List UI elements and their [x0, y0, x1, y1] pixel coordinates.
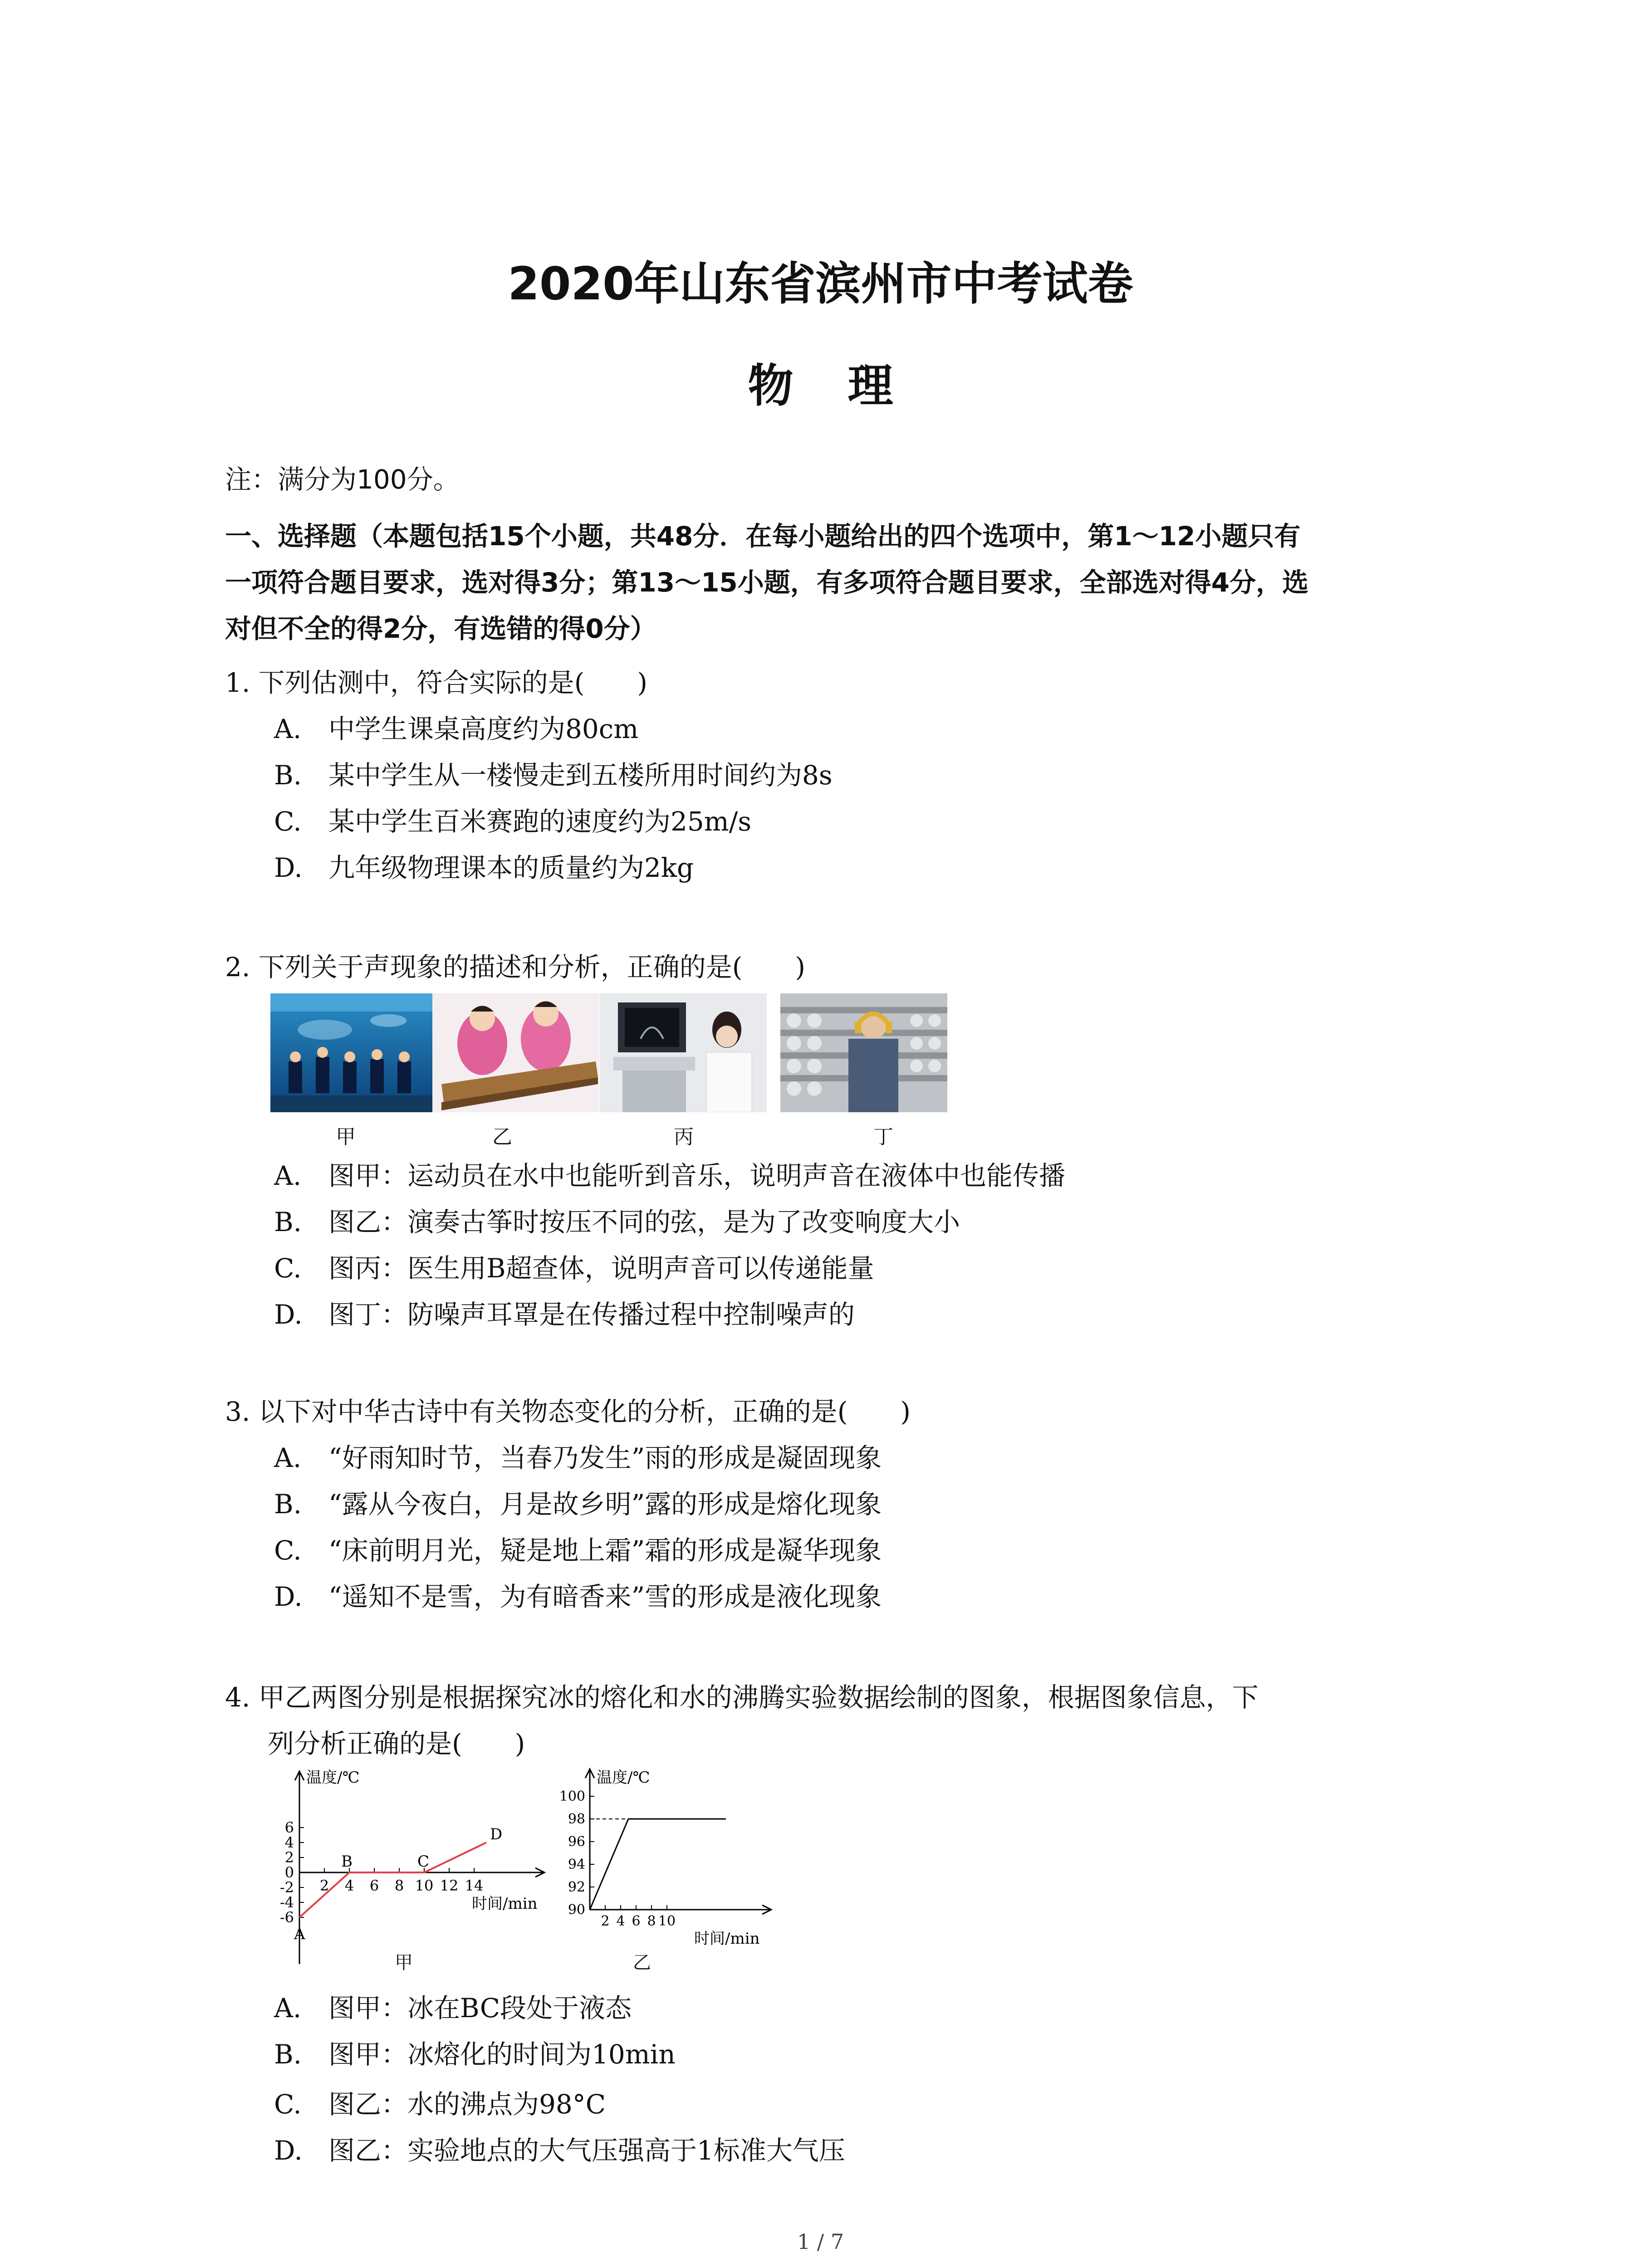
option-label: C. — [274, 1253, 302, 1284]
option-text: “好雨知时节，当春乃发生”雨的形成是凝固现象 — [328, 1442, 882, 1473]
option-label: B. — [274, 760, 302, 791]
q4-stem-line-1: 4. 甲乙两图分别是根据探究冰的熔化和水的沸腾实验数据绘制的图象，根据图象信息，下 — [225, 1682, 1259, 1713]
option-label: D. — [274, 1581, 303, 1612]
option-label: B. — [274, 2039, 302, 2070]
point-b-label: B — [341, 1853, 353, 1871]
y-tick-2: 2 — [284, 1849, 294, 1866]
q3-stem: 3. 以下对中华古诗中有关物态变化的分析，正确的是( ) — [225, 1396, 911, 1427]
option-label: C. — [274, 2089, 302, 2120]
y-tick-0: 0 — [284, 1864, 294, 1881]
option-text: 中学生课桌高度约为80cm — [328, 714, 639, 744]
y-tick-96: 96 — [568, 1834, 585, 1850]
page-title: 2020年山东省滨州市中考试卷 — [508, 257, 1133, 310]
x-tick-6: 6 — [369, 1877, 379, 1894]
photo-yi-guzheng — [432, 993, 599, 1112]
option-text: 某中学生从一楼慢走到五楼所用时间约为8s — [328, 760, 833, 791]
y-tick-neg4: -4 — [279, 1894, 294, 1911]
option-text: 图甲：运动员在水中也能听到音乐，说明声音在液体中也能传播 — [328, 1160, 1066, 1191]
option-text: “床前明月光，疑是地上霜”霜的形成是凝华现象 — [328, 1535, 882, 1566]
y-tick-neg2: -2 — [279, 1879, 294, 1896]
option-label: D. — [274, 1299, 303, 1330]
y-tick-98: 98 — [568, 1811, 585, 1827]
option-label: B. — [274, 1207, 302, 1237]
option-label: A. — [274, 714, 302, 744]
q3-option-d — [274, 1575, 882, 1613]
x-tick-14: 14 — [465, 1877, 484, 1894]
option-label: C. — [274, 1535, 302, 1566]
q2-stem: 2. 下列关于声现象的描述和分析，正确的是( ) — [225, 952, 806, 982]
q2-option-a — [274, 1154, 1065, 1193]
y-tick-92: 92 — [568, 1879, 585, 1895]
x-tick-10: 10 — [415, 1877, 434, 1894]
x-tick-4: 4 — [344, 1877, 354, 1894]
y-tick-100: 100 — [559, 1789, 585, 1804]
point-a-label: A — [294, 1925, 305, 1943]
x-axis-label: 时间/min — [694, 1930, 760, 1948]
q3-option-a — [274, 1437, 882, 1475]
boiling-curve — [590, 1819, 726, 1910]
section-heading-line-2: 一项符合题目要求，选对得3分；第13～15小题，有多项符合题目要求，全部选对得4分，选 — [225, 567, 1309, 598]
graph-jia — [245, 1765, 563, 1978]
x-tick-8: 8 — [647, 1913, 656, 1929]
option-text: 图甲：冰熔化的时间为10min — [328, 2039, 676, 2070]
photo-ding-factory — [780, 993, 947, 1112]
q4-option-b — [274, 2033, 676, 2071]
q1-option-b — [274, 754, 833, 792]
option-text: “遥知不是雪，为有暗香来”雪的形成是液化现象 — [328, 1581, 882, 1612]
q2-option-b — [274, 1201, 960, 1239]
option-label: D. — [274, 852, 303, 883]
graph-caption-yi: 乙 — [633, 1952, 651, 1973]
option-label: B. — [274, 1489, 302, 1520]
x-tick-6: 6 — [632, 1913, 641, 1929]
x-tick-2: 2 — [319, 1877, 329, 1894]
photo-jia-underwater — [270, 993, 437, 1112]
q1-option-c — [274, 800, 751, 838]
subject-title: 物理 — [748, 359, 948, 412]
option-text: 图乙：水的沸点为98°C — [328, 2089, 606, 2120]
option-text: 图甲：冰在BC段处于液态 — [328, 1993, 632, 2024]
graph-yi — [544, 1760, 789, 1950]
option-text: 图乙：实验地点的大气压强高于1标准大气压 — [328, 2135, 845, 2166]
option-text: 九年级物理课本的质量约为2kg — [328, 852, 694, 883]
x-axis-label: 时间/min — [472, 1895, 538, 1913]
y-tick-6: 6 — [284, 1819, 294, 1836]
q4-stem-line-2: 列分析正确的是( ) — [268, 1728, 525, 1759]
photo-caption-jia: 甲 — [336, 1125, 356, 1149]
photo-caption-yi: 乙 — [492, 1125, 512, 1149]
graph-caption-jia: 甲 — [395, 1952, 413, 1973]
option-text: 图丙：医生用B超查体，说明声音可以传递能量 — [328, 1253, 874, 1284]
photo-caption-ding: 丁 — [873, 1125, 893, 1149]
q3-option-b — [274, 1483, 882, 1521]
q4-option-c — [274, 2083, 606, 2121]
option-label: A. — [274, 1993, 302, 2024]
x-tick-12: 12 — [440, 1877, 459, 1894]
option-text: 图丁：防噪声耳罩是在传播过程中控制噪声的 — [328, 1299, 855, 1330]
q2-option-d — [274, 1293, 855, 1331]
q1-option-a — [274, 708, 638, 746]
option-label: A. — [274, 1160, 302, 1191]
q1-option-d — [274, 846, 694, 885]
y-axis-label: 温度/℃ — [306, 1769, 360, 1787]
option-label: C. — [274, 806, 302, 837]
q4-option-d — [274, 2129, 845, 2167]
photo-bing-ultrasound — [600, 993, 767, 1112]
section-heading-line-3: 对但不全的得2分，有选错的得0分） — [225, 613, 656, 644]
x-tick-4: 4 — [616, 1913, 625, 1929]
x-tick-2: 2 — [601, 1913, 610, 1929]
section-heading-line-1: 一、选择题（本题包括15个小题，共48分．在每小题给出的四个选项中，第1～12小题只有 — [225, 521, 1301, 552]
photo-caption-bing: 丙 — [674, 1125, 694, 1149]
point-c-label: C — [417, 1853, 430, 1871]
q4-option-a — [274, 1987, 632, 2025]
y-tick-4: 4 — [284, 1834, 294, 1851]
q1-stem: 1. 下列估测中，符合实际的是( ) — [225, 667, 648, 698]
option-text: 图乙：演奏古筝时按压不同的弦，是为了改变响度大小 — [328, 1207, 960, 1237]
score-note: 注：满分为100分。 — [225, 464, 460, 495]
x-tick-8: 8 — [394, 1877, 404, 1894]
y-tick-neg6: -6 — [279, 1909, 294, 1926]
y-axis-label: 温度/℃ — [597, 1769, 650, 1787]
option-text: “露从今夜白，月是故乡明”露的形成是熔化现象 — [328, 1489, 882, 1520]
y-tick-94: 94 — [568, 1857, 585, 1872]
q2-option-c — [274, 1247, 874, 1285]
y-tick-90: 90 — [568, 1902, 585, 1918]
option-label: D. — [274, 2135, 303, 2166]
q3-option-c — [274, 1529, 882, 1567]
option-text: 某中学生百米赛跑的速度约为25m/s — [328, 806, 752, 837]
x-tick-10: 10 — [658, 1913, 676, 1929]
point-d-label: D — [490, 1825, 503, 1843]
option-label: A. — [274, 1442, 302, 1473]
page-number: 1 / 7 — [797, 2229, 844, 2254]
